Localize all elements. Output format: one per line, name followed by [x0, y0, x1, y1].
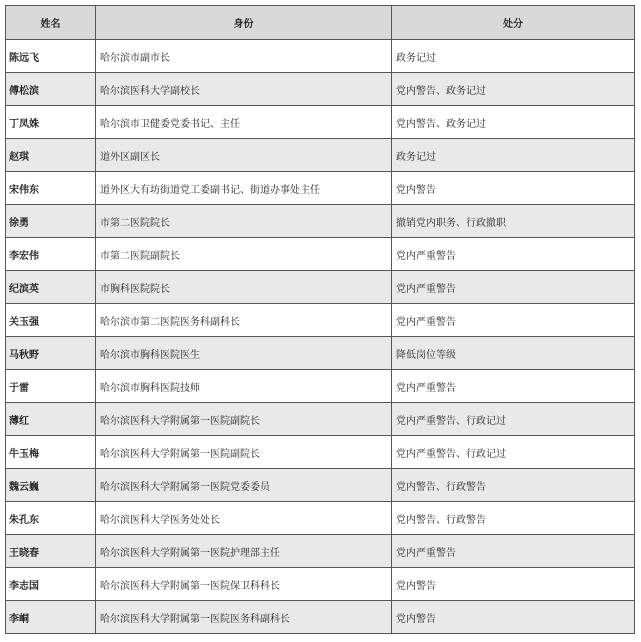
name-cell: 关玉强 — [6, 304, 96, 337]
table-row — [6, 601, 635, 634]
name-cell: 牛玉梅 — [6, 436, 96, 469]
role-cell: 市第二医院副院长 — [96, 238, 392, 271]
name-cell: 傅松滨 — [6, 73, 96, 106]
table-row — [6, 40, 635, 73]
table-row — [6, 370, 635, 403]
role-cell: 道外区大有坊街道党工委副书记、街道办事处主任 — [96, 172, 392, 205]
name-cell: 李峒 — [6, 601, 96, 634]
name-cell: 王晓春 — [6, 535, 96, 568]
table-row — [6, 271, 635, 304]
penalty-cell: 政务记过 — [392, 139, 635, 172]
table-row — [6, 403, 635, 436]
table-row — [6, 436, 635, 469]
role-cell: 哈尔滨市第二医院医务科副科长 — [96, 304, 392, 337]
name-cell: 徐勇 — [6, 205, 96, 238]
role-cell: 哈尔滨市副市长 — [96, 40, 392, 73]
name-cell: 丁凤姝 — [6, 106, 96, 139]
penalty-cell: 党内警告 — [392, 172, 635, 205]
penalty-cell: 党内警告、行政警告 — [392, 502, 635, 535]
penalty-cell: 政务记过 — [392, 40, 635, 73]
penalty-table-container — [5, 5, 634, 634]
table-body — [6, 40, 635, 634]
header-penalty: 处分 — [392, 6, 635, 40]
table-row — [6, 568, 635, 601]
name-cell: 朱孔东 — [6, 502, 96, 535]
name-cell: 纪滨英 — [6, 271, 96, 304]
table-row — [6, 238, 635, 271]
penalty-table — [5, 5, 635, 634]
role-cell: 哈尔滨医科大学副校长 — [96, 73, 392, 106]
name-cell: 魏云巍 — [6, 469, 96, 502]
penalty-cell: 党内严重警告 — [392, 304, 635, 337]
table-row — [6, 535, 635, 568]
penalty-cell: 撤销党内职务、行政撤职 — [392, 205, 635, 238]
table-header — [6, 6, 635, 40]
table-row — [6, 172, 635, 205]
table-row — [6, 73, 635, 106]
header-name: 姓名 — [6, 6, 96, 40]
role-cell: 市胸科医院院长 — [96, 271, 392, 304]
table-row — [6, 106, 635, 139]
table-row — [6, 139, 635, 172]
name-cell: 李宏伟 — [6, 238, 96, 271]
penalty-cell: 降低岗位等级 — [392, 337, 635, 370]
table-row — [6, 502, 635, 535]
name-cell: 薄红 — [6, 403, 96, 436]
role-cell: 哈尔滨医科大学附属第一医院党委委员 — [96, 469, 392, 502]
table-row — [6, 205, 635, 238]
role-cell: 哈尔滨市卫健委党委书记、主任 — [96, 106, 392, 139]
role-cell: 哈尔滨医科大学附属第一医院保卫科科长 — [96, 568, 392, 601]
role-cell: 哈尔滨医科大学附属第一医院医务科副科长 — [96, 601, 392, 634]
header-role: 身份 — [96, 6, 392, 40]
name-cell: 马秋野 — [6, 337, 96, 370]
penalty-cell: 党内警告、政务记过 — [392, 106, 635, 139]
name-cell: 李志国 — [6, 568, 96, 601]
name-cell: 于雷 — [6, 370, 96, 403]
penalty-cell: 党内严重警告 — [392, 535, 635, 568]
role-cell: 哈尔滨医科大学医务处处长 — [96, 502, 392, 535]
penalty-cell: 党内警告、政务记过 — [392, 73, 635, 106]
penalty-cell: 党内警告、行政警告 — [392, 469, 635, 502]
role-cell: 哈尔滨市胸科医院技师 — [96, 370, 392, 403]
role-cell: 哈尔滨医科大学附属第一医院护理部主任 — [96, 535, 392, 568]
role-cell: 哈尔滨市胸科医院医生 — [96, 337, 392, 370]
penalty-cell: 党内警告 — [392, 568, 635, 601]
role-cell: 道外区副区长 — [96, 139, 392, 172]
name-cell: 赵琪 — [6, 139, 96, 172]
penalty-cell: 党内严重警告、行政记过 — [392, 436, 635, 469]
name-cell: 宋伟东 — [6, 172, 96, 205]
role-cell: 市第二医院院长 — [96, 205, 392, 238]
name-cell: 陈远飞 — [6, 40, 96, 73]
penalty-cell: 党内警告 — [392, 601, 635, 634]
table-row — [6, 337, 635, 370]
role-cell: 哈尔滨医科大学附属第一医院副院长 — [96, 436, 392, 469]
table-row — [6, 304, 635, 337]
penalty-cell: 党内严重警告 — [392, 238, 635, 271]
header-row — [6, 6, 635, 40]
table-row — [6, 469, 635, 502]
penalty-cell: 党内严重警告 — [392, 271, 635, 304]
penalty-cell: 党内严重警告 — [392, 370, 635, 403]
penalty-cell: 党内严重警告、行政记过 — [392, 403, 635, 436]
role-cell: 哈尔滨医科大学附属第一医院副院长 — [96, 403, 392, 436]
